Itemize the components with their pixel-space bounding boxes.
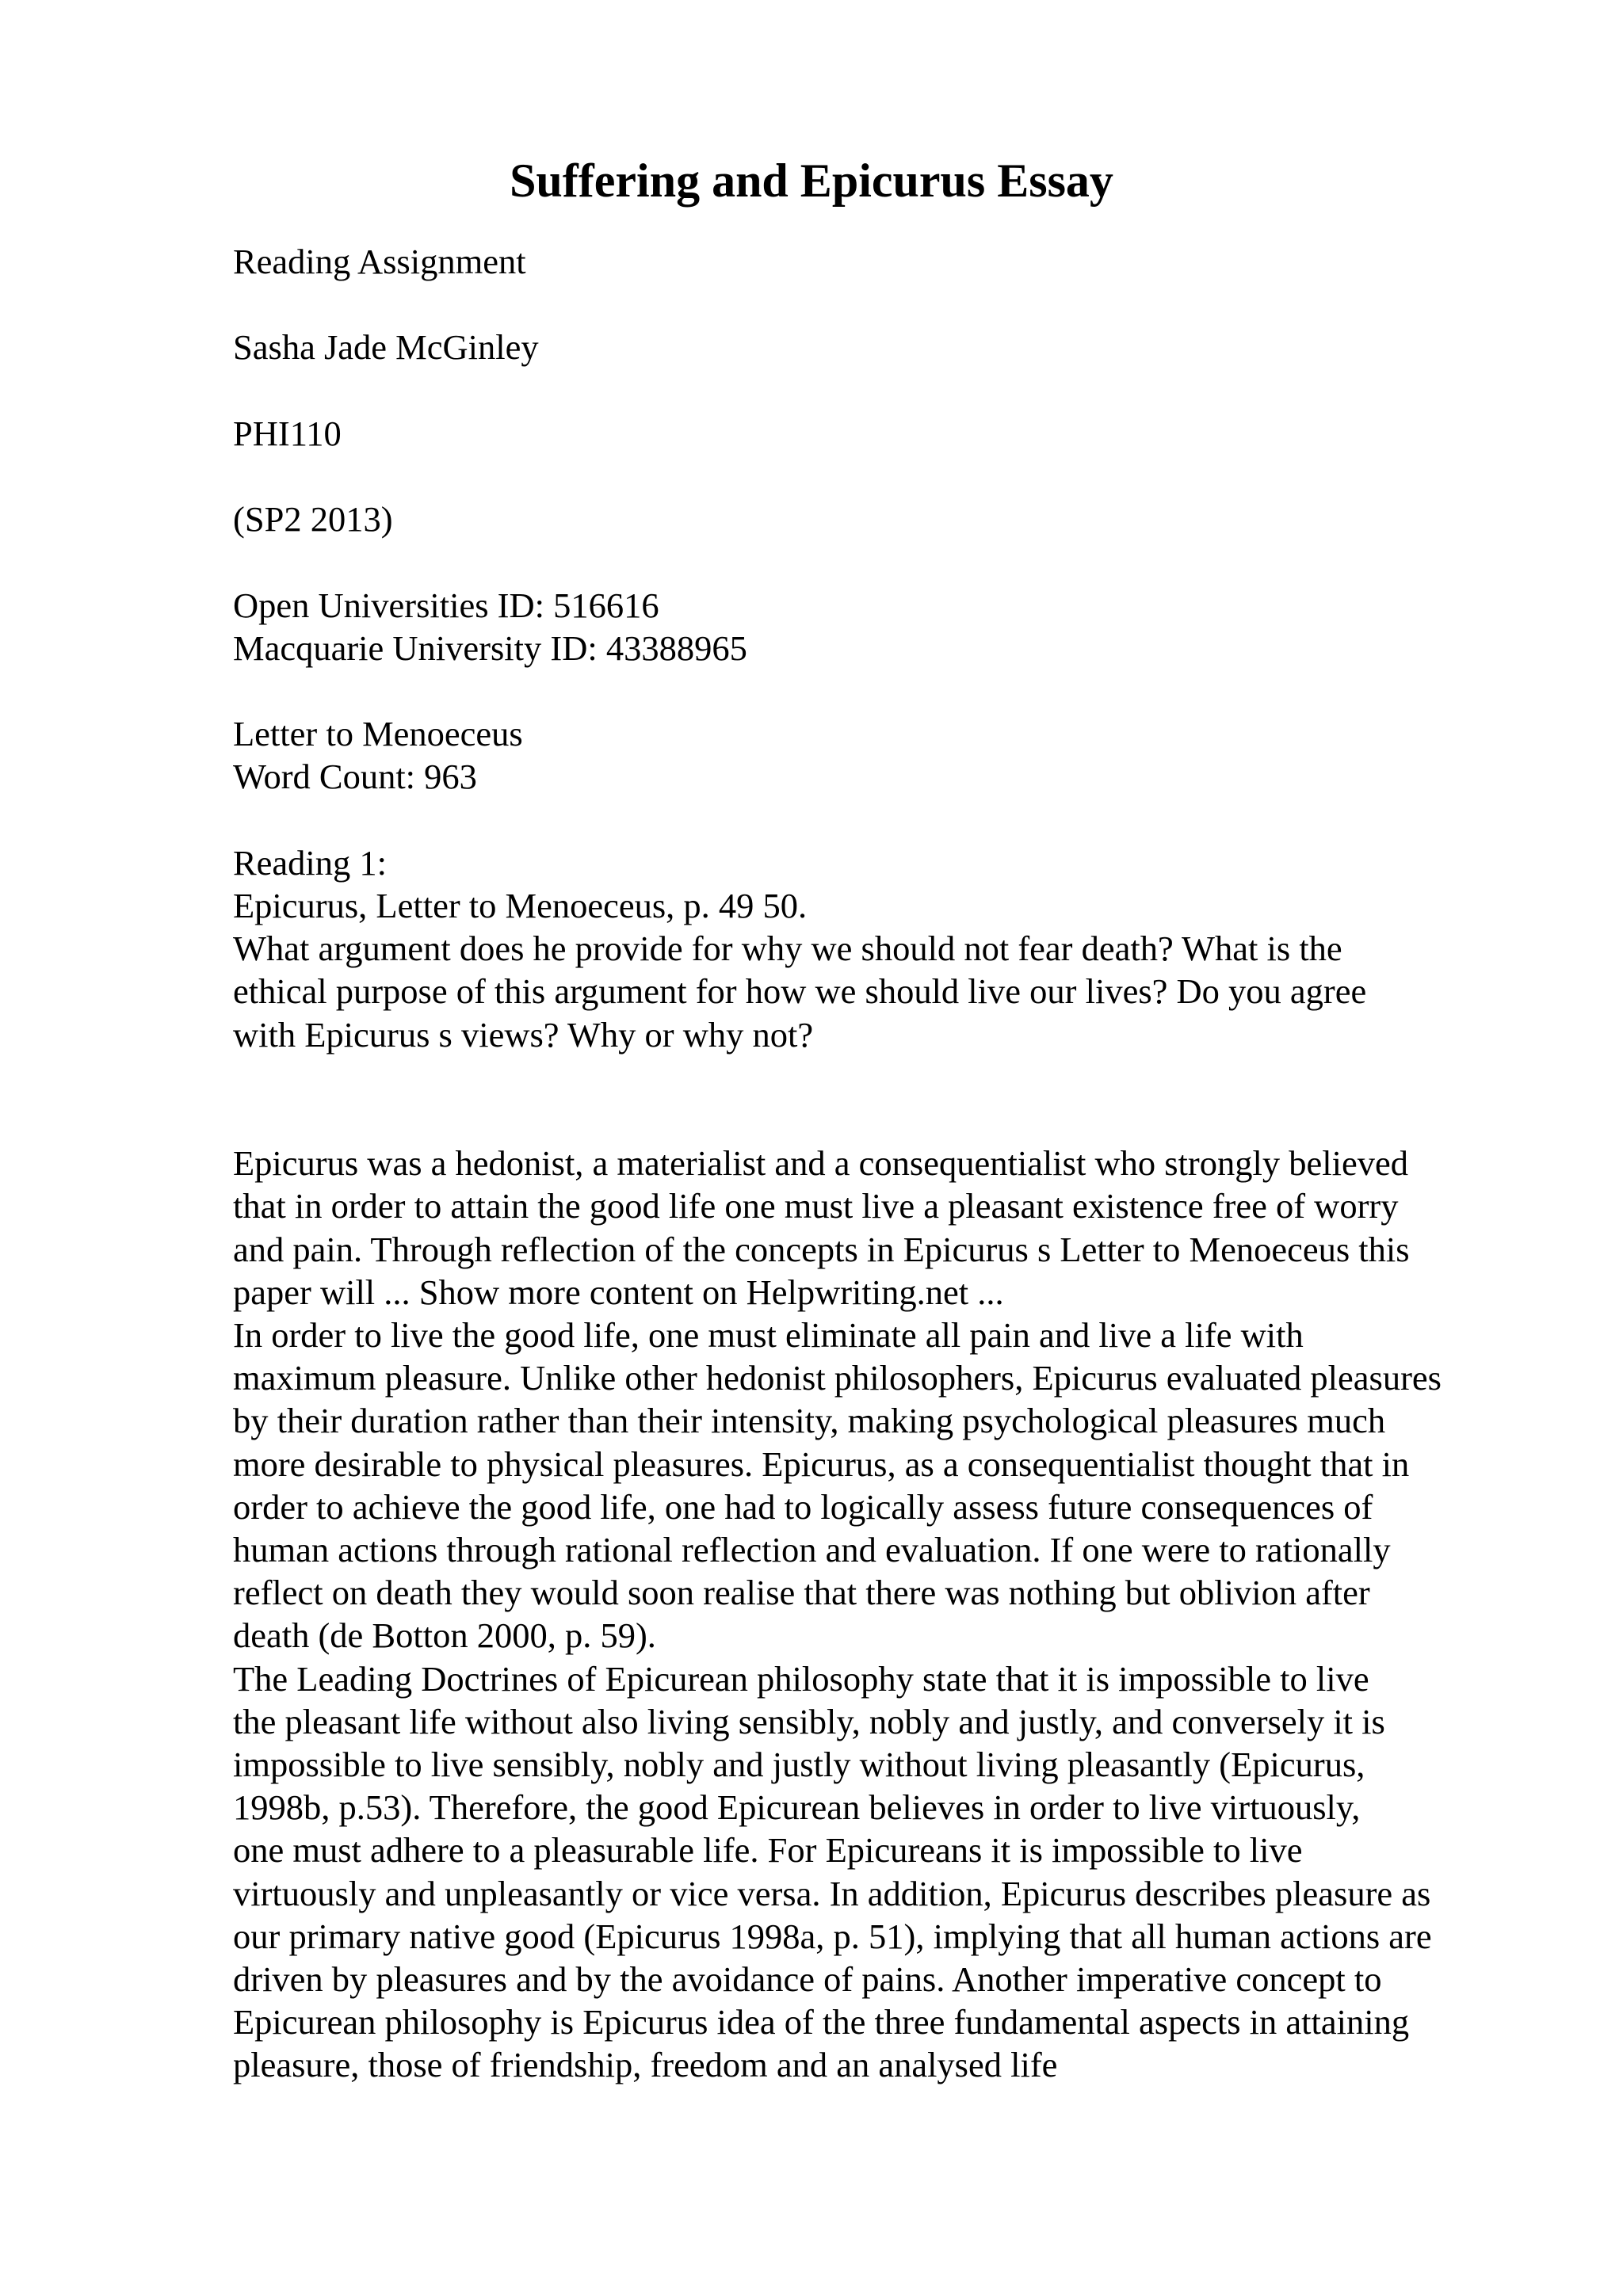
body-line: and pain. Through reflection of the concepts in Epicurus s Letter to Menoeceus this bbox=[233, 1229, 1410, 1269]
question-block bbox=[233, 841, 1612, 1056]
body-line: order to achieve the good life, one had to logically assess future consequences of bbox=[233, 1486, 1373, 1527]
course-code: PHI110 bbox=[233, 413, 342, 453]
document-content bbox=[233, 240, 1612, 2130]
author-name: Sasha Jade McGinley bbox=[233, 327, 539, 368]
header-block-course bbox=[233, 412, 1612, 455]
body-line: In order to live the good life, one must eliminate all pain and live a life with bbox=[233, 1314, 1304, 1355]
body-line: impossible to live sensibly, nobly and justly without living pleasantly (Epicurus, bbox=[233, 1745, 1365, 1784]
header-block-author bbox=[233, 326, 1612, 368]
body-line: virtuously and unpleasantly or vice versa. In addition, Epicurus describes pleasure as bbox=[233, 1873, 1431, 1913]
body-line: human actions through rational reflection and evaluation. If one were to rationally bbox=[233, 1529, 1391, 1569]
header-block-session bbox=[233, 498, 1612, 540]
body-line: paper will ... Show more content on Helpwriting.net ... bbox=[233, 1272, 1004, 1312]
question-line: ethical purpose of this argument for how we should live our lives? Do you agree bbox=[233, 971, 1367, 1012]
body-line: more desirable to physical pleasures. Epicurus, as a consequentialist thought that in bbox=[233, 1444, 1410, 1484]
question-line: Reading 1: bbox=[233, 842, 388, 883]
macquarie-university-id: Macquarie University ID: 43388965 bbox=[233, 627, 747, 668]
body-line: Epicurean philosophy is Epicurus idea of the three fundamental aspects in attaining bbox=[233, 2002, 1410, 2042]
question-line: with Epicurus s views? Why or why not? bbox=[233, 1014, 814, 1055]
letter-title: Letter to Menoeceus bbox=[233, 714, 523, 754]
body-line: reflect on death they would soon realise that there was nothing but oblivion after bbox=[233, 1573, 1370, 1613]
body-line: our primary native good (Epicurus 1998a, p. 51), implying that all human actions are bbox=[233, 1916, 1432, 1956]
assignment-label: Reading Assignment bbox=[233, 242, 526, 281]
body-line: by their duration rather than their intensity, making psychological pleasures much bbox=[233, 1401, 1386, 1441]
essay-body bbox=[233, 1142, 1612, 2086]
body-line: the pleasant life without also living sensibly, nobly and justly, and conversely it is bbox=[233, 1701, 1385, 1741]
question-line: What argument does he provide for why we should not fear death? What is the bbox=[233, 929, 1342, 969]
body-line: Epicurus was a hedonist, a materialist and a consequentialist who strongly believed bbox=[233, 1143, 1408, 1184]
header-block-letter bbox=[233, 712, 1612, 798]
body-line: 1998b, p.53). Therefore, the good Epicurean believes in order to live virtuously, bbox=[233, 1787, 1361, 1828]
body-line: death (de Botton 2000, p. 59). bbox=[233, 1615, 656, 1656]
open-universities-id: Open Universities ID: 516616 bbox=[233, 585, 659, 625]
header-block-reading-assignment bbox=[233, 240, 1612, 283]
header-block-ids bbox=[233, 584, 1612, 669]
body-line: maximum pleasure. Unlike other hedonist philosophers, Epicurus evaluated pleasures bbox=[233, 1358, 1442, 1398]
body-line: The Leading Doctrines of Epicurean philosophy state that it is impossible to live bbox=[233, 1658, 1369, 1699]
body-line: pleasure, those of friendship, freedom and an analysed life bbox=[233, 2045, 1058, 2085]
body-line: one must adhere to a pleasurable life. For Epicureans it is impossible to live bbox=[233, 1830, 1303, 1871]
body-line: that in order to attain the good life one must live a pleasant existence free of worry bbox=[233, 1186, 1399, 1226]
body-line: driven by pleasures and by the avoidance of pains. Another imperative concept to bbox=[233, 1959, 1382, 2000]
question-line: Epicurus, Letter to Menoeceus, p. 49 50. bbox=[233, 885, 808, 925]
document-title: Suffering and Epicurus Essay bbox=[510, 154, 1113, 207]
study-period: (SP2 2013) bbox=[233, 499, 393, 540]
word-count: Word Count: 963 bbox=[233, 757, 477, 797]
